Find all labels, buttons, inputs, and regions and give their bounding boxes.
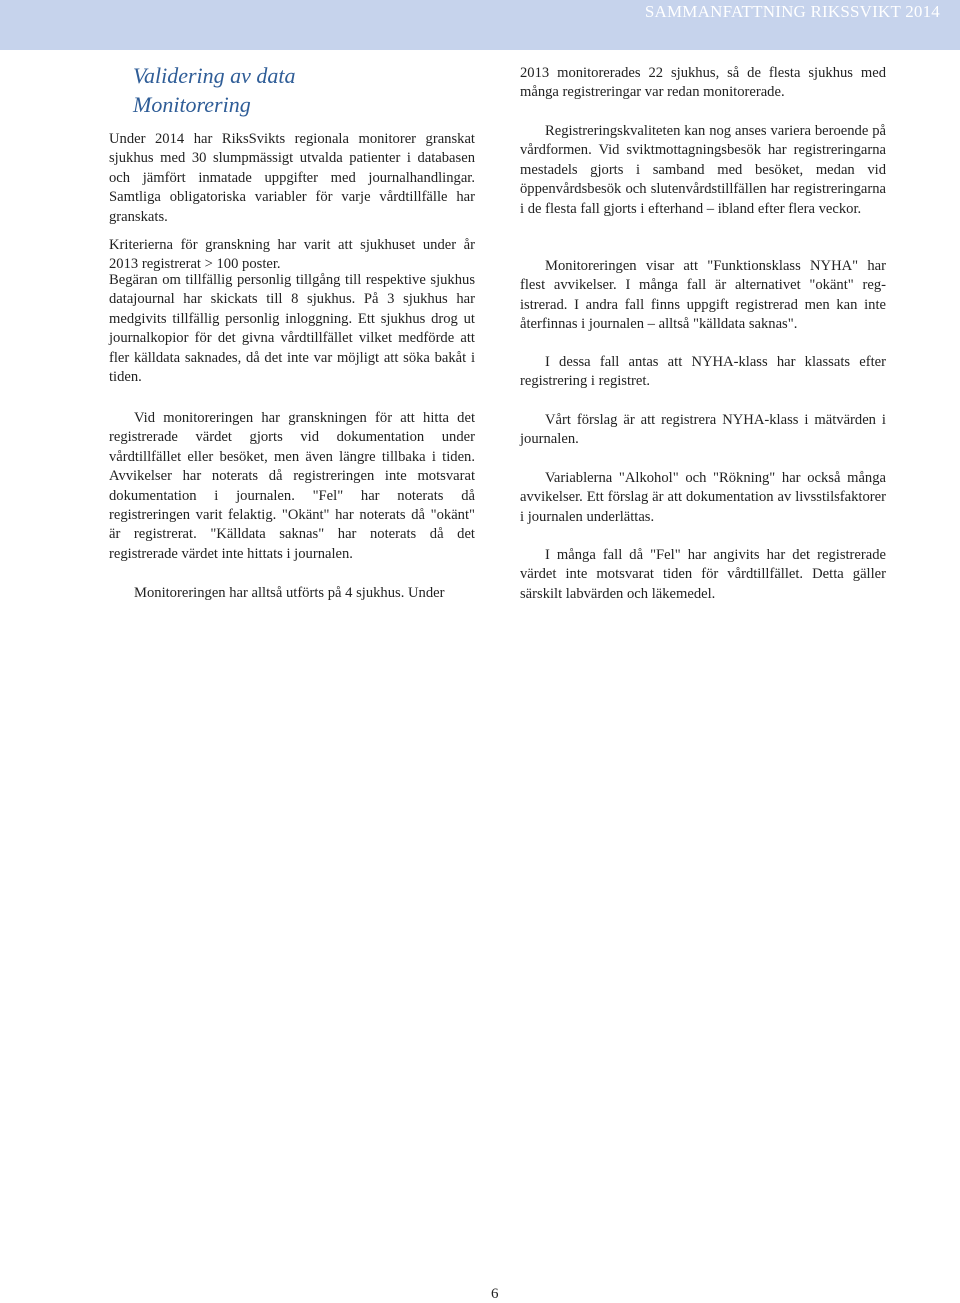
section-title-secondary: Monitorering [133,92,251,117]
paragraph-summary-continued: 2013 monitorerades 22 sjukhus, så de flesta sjukhus med många registreringar var redan monitorerade. [520,65,886,101]
paragraph-criteria: Kriterierna för granskning har varit att sjukhuset under år 2013 registrerat > 100 poster. [109,237,475,273]
section-title-primary: Validering av data [133,63,296,88]
paragraph-access-request: Begäran om tillfällig personlig tillgång till respektive sjukhus datajournal har skickats till 8 sjukhus. På 3 sjukhus har medgivits tillfällig personlig inloggning. Ett sjukhus drog ut journalkopior för det givna vårdtillfället vilket medförde att fler källdata saknades, då det inte var möjligt att söka bakåt i tiden. [109,272,475,386]
paragraph-quality: Registreringskvaliteten kan nog anses variera beroende på vårdformen. Vid sviktmottagningsbesök har registreringarna mestadels gjorts i samband med besöket, medan vid öppenvårdsbesök och slutenvårdstillfällen har registreringarna i de flesta fall gjorts i efterhand – ibland efter flera veckor. [520,123,886,217]
running-header: SAMMANFATTNING RIKSSVIKT 2014 [644,2,940,21]
paragraph-lifestyle: Variablerna "Alkohol" och "Rökning" har också många avvikelser. Ett förslag är att dokumentation av livsstilsfaktorer i journalen underlättas. [520,470,886,525]
paragraph-errors: I många fall då "Fel" har angivits har det registrerade värdet inte motsvarat tiden för vårdtillfället. Detta gäller särskilt labvärden och läkemedel. [520,547,886,602]
paragraph-nyha: Monitoreringen visar att "Funktionsklass NYHA" har flest avvikelser. I många fall är alternativet "okänt" registrerad. I andra fall finns uppgift registrerad men kan inte återfinnas i journalen – alltså "källdata saknas". [520,258,886,333]
paragraph-summary-start: Monitoreringen har alltså utförts på 4 sjukhus. Under [134,585,445,601]
page-number: 6 [491,1286,499,1302]
paragraph-monitoring-intro: Under 2014 har RiksSvikts regionala monitorer granskat sjukhus med 30 slumpmässigt utvalda patienter i databasen och jämfört inmatade uppgifter med journalhandlingar. Samtliga obligatoriska variabler för varje vårdtillfälle har granskats. [109,131,475,225]
section-heading [133,61,473,119]
paragraph-proposal: Vårt förslag är att registrera NYHA-klass i mätvärden i journalen. [520,412,886,448]
header-band [0,0,960,50]
paragraph-method: Vid monitoreringen har granskningen för att hitta det registrerade värdet gjorts vid dokumentation under vårdtillfället eller besöket, men även längre tillbaka i tiden. Avvikelser har noterats då registreringen inte motsvarat dokumentation i journalen. "Fel" har noterats då registreringen varit felaktig. "Okänt" har noterats då "okänt" är registrerat. "Källdata saknas" har noterats då det registrerade värdet inte hittats i journalen. [109,410,475,562]
paragraph-nyha-assumption: I dessa fall antas att NYHA-klass har klassats efter registrering i registret. [520,354,886,390]
